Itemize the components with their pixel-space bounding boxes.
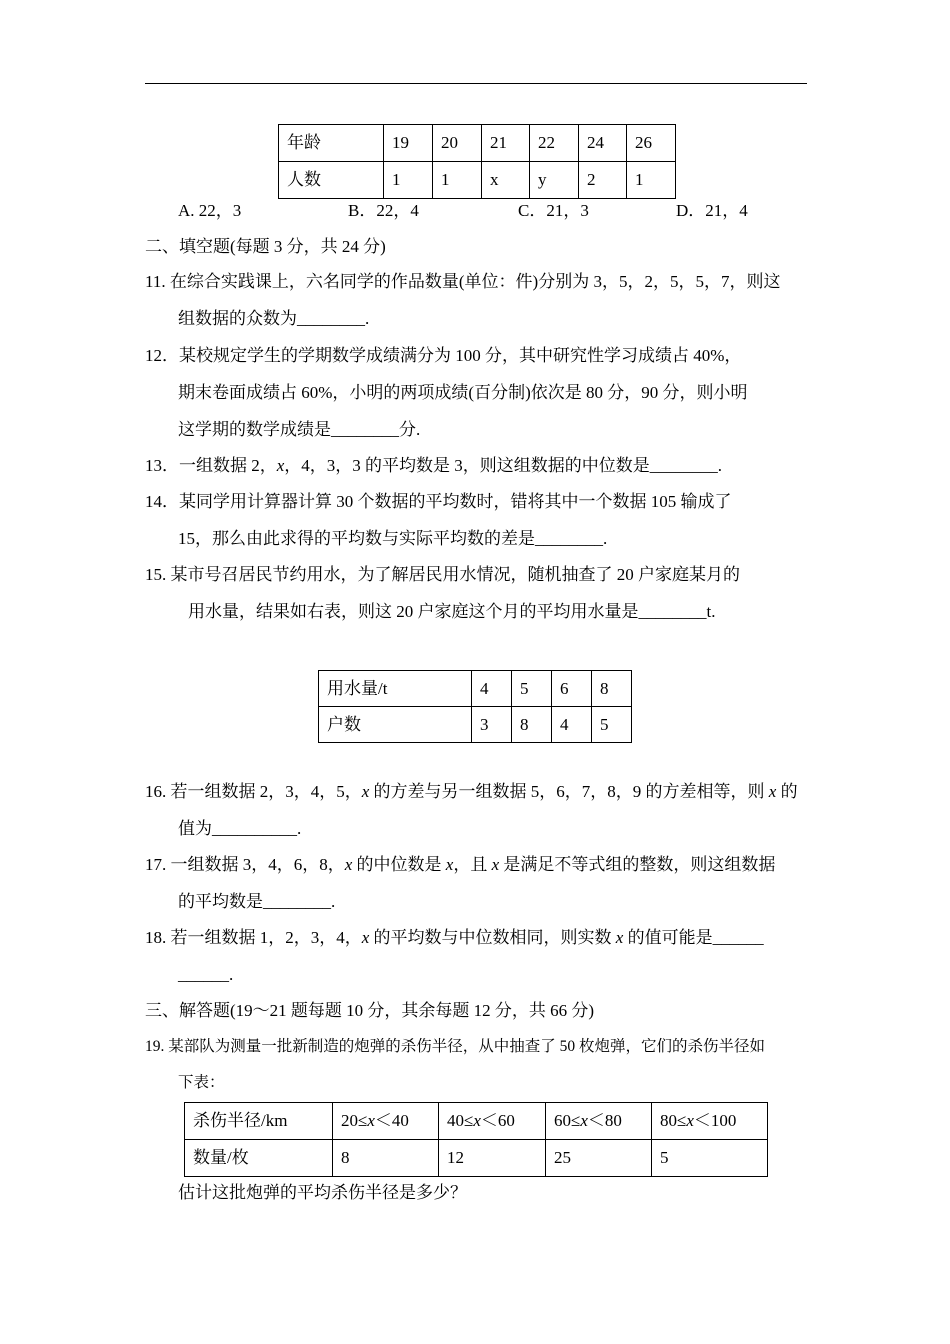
table-cell: 4 bbox=[552, 707, 592, 743]
q16-text-c: 的 bbox=[776, 782, 798, 801]
table-cell: 40≤x＜60 bbox=[439, 1103, 546, 1140]
table-cell: 1 bbox=[627, 162, 676, 199]
table-row bbox=[185, 1140, 768, 1177]
option-b: B．22，4 bbox=[348, 201, 419, 220]
table-cell: 8 bbox=[592, 671, 632, 707]
variable-x: x bbox=[686, 1111, 694, 1130]
table-cell: 3 bbox=[472, 707, 512, 743]
water-table bbox=[318, 670, 632, 743]
table-cell: 19 bbox=[384, 125, 433, 162]
section-3-title: 三、解答题(19～21 题每题 10 分，其余每题 12 分，共 66 分) bbox=[145, 1001, 595, 1020]
table-cell: 8 bbox=[333, 1140, 439, 1177]
q12-line-1: 12．某校规定学生的学期数学成绩满分为 100 分，其中研究性学习成绩占 40%， bbox=[145, 346, 742, 365]
table-cell: 年龄 bbox=[279, 125, 384, 162]
table-cell: x bbox=[482, 162, 530, 199]
variable-x: x bbox=[615, 928, 624, 947]
table-cell: 8 bbox=[512, 707, 552, 743]
variable-x: x bbox=[367, 1111, 375, 1130]
variable-x: x bbox=[491, 855, 500, 874]
q19-line-1: 19. 某部队为测量一批新制造的炮弹的杀伤半径，从中抽查了 50 枚炮弹，它们的杀伤半径如 bbox=[145, 1038, 766, 1055]
variable-x: x bbox=[445, 855, 454, 874]
q17-text-b: 的中位数是 bbox=[352, 855, 446, 874]
table-cell: 21 bbox=[482, 125, 530, 162]
table-cell: 60≤x＜80 bbox=[546, 1103, 652, 1140]
table-row bbox=[279, 125, 676, 162]
q16-line-2: 值为__________. bbox=[178, 819, 302, 838]
q13-line bbox=[145, 455, 722, 477]
variable-x: x bbox=[768, 782, 777, 801]
table-cell: 25 bbox=[546, 1140, 652, 1177]
table-cell: 80≤x＜100 bbox=[652, 1103, 768, 1140]
table-cell: 26 bbox=[627, 125, 676, 162]
q17-text-c: ，且 bbox=[453, 855, 492, 874]
section-2-title: 二、填空题(每题 3 分，共 24 分) bbox=[145, 237, 386, 256]
option-a: A. 22，3 bbox=[178, 201, 242, 220]
table-row bbox=[319, 671, 632, 707]
q17-line-2: 的平均数是________. bbox=[178, 892, 336, 911]
q11-line-1: 11. 在综合实践课上，六名同学的作品数量(单位：件)分别为 3，5，2，5，5，7，则这 bbox=[145, 272, 781, 291]
table-cell: 12 bbox=[439, 1140, 546, 1177]
q16-text-b: 的方差与另一组数据 5，6，7，8，9 的方差相等，则 bbox=[369, 782, 769, 801]
table-row bbox=[279, 162, 676, 199]
variable-x: x bbox=[344, 855, 353, 874]
q13-text-a: 13．一组数据 2， bbox=[145, 456, 277, 475]
q14-line-2: 15，那么由此求得的平均数与实际平均数的差是________. bbox=[178, 529, 608, 548]
table-cell: 人数 bbox=[279, 162, 384, 199]
table-row bbox=[319, 707, 632, 743]
q12-line-2: 期末卷面成绩占 60%，小明的两项成绩(百分制)依次是 80 分，90 分，则小明 bbox=[178, 383, 748, 402]
table-cell: 24 bbox=[579, 125, 627, 162]
table-cell: y bbox=[530, 162, 579, 199]
table-cell: 6 bbox=[552, 671, 592, 707]
variable-x: x bbox=[473, 1111, 481, 1130]
table-cell: 1 bbox=[384, 162, 433, 199]
q18-line-2: ______. bbox=[178, 965, 234, 984]
table-cell: 5 bbox=[652, 1140, 768, 1177]
q12-line-3: 这学期的数学成绩是________分. bbox=[178, 420, 421, 439]
variable-x: x bbox=[361, 782, 370, 801]
age-table bbox=[278, 124, 676, 199]
q18-text-c: 的值可能是______ bbox=[623, 928, 764, 947]
q18-text-a: 18. 若一组数据 1，2，3，4， bbox=[145, 928, 362, 947]
table-cell: 2 bbox=[579, 162, 627, 199]
table-cell: 用水量/t bbox=[319, 671, 472, 707]
table-cell: 20 bbox=[433, 125, 482, 162]
variable-x: x bbox=[361, 928, 370, 947]
variable-x: x bbox=[580, 1111, 588, 1130]
table-cell: 数量/枚 bbox=[185, 1140, 333, 1177]
table-row bbox=[185, 1103, 768, 1140]
table-cell: 杀伤半径/km bbox=[185, 1103, 333, 1140]
radius-table bbox=[184, 1102, 768, 1177]
q16-text-a: 16. 若一组数据 2，3，4，5， bbox=[145, 782, 362, 801]
variable-x: x bbox=[276, 456, 285, 475]
table-cell: 20≤x＜40 bbox=[333, 1103, 439, 1140]
table-cell: 22 bbox=[530, 125, 579, 162]
q13-text-b: ，4，3，3 的平均数是 3，则这组数据的中位数是________. bbox=[284, 456, 723, 475]
option-d: D．21，4 bbox=[676, 201, 748, 220]
q19-line-2: 下表： bbox=[178, 1074, 225, 1091]
table-cell: 4 bbox=[472, 671, 512, 707]
q17-line-1 bbox=[145, 854, 775, 876]
table-cell: 户数 bbox=[319, 707, 472, 743]
table-cell: 5 bbox=[592, 707, 632, 743]
table-cell: 1 bbox=[433, 162, 482, 199]
q19-question: 估计这批炮弹的平均杀伤半径是多少？ bbox=[178, 1183, 467, 1202]
q15-line-1: 15. 某市号召居民节约用水，为了解居民用水情况，随机抽查了 20 户家庭某月的 bbox=[145, 565, 740, 584]
q17-text-d: 是满足不等式组的整数，则这组数据 bbox=[499, 855, 776, 874]
q15-line-2: 用水量，结果如右表，则这 20 户家庭这个月的平均用水量是________t. bbox=[188, 602, 716, 621]
option-c: C．21，3 bbox=[518, 201, 589, 220]
q16-line-1 bbox=[145, 781, 798, 803]
q14-line-1: 14．某同学用计算器计算 30 个数据的平均数时，错将其中一个数据 105 输成了 bbox=[145, 492, 732, 511]
q18-text-b: 的平均数与中位数相同，则实数 bbox=[369, 928, 616, 947]
header-rule bbox=[145, 83, 807, 84]
table-cell: 5 bbox=[512, 671, 552, 707]
q18-line-1 bbox=[145, 927, 764, 949]
q17-text-a: 17. 一组数据 3，4，6，8， bbox=[145, 855, 345, 874]
q11-line-2: 组数据的众数为________. bbox=[178, 309, 370, 328]
